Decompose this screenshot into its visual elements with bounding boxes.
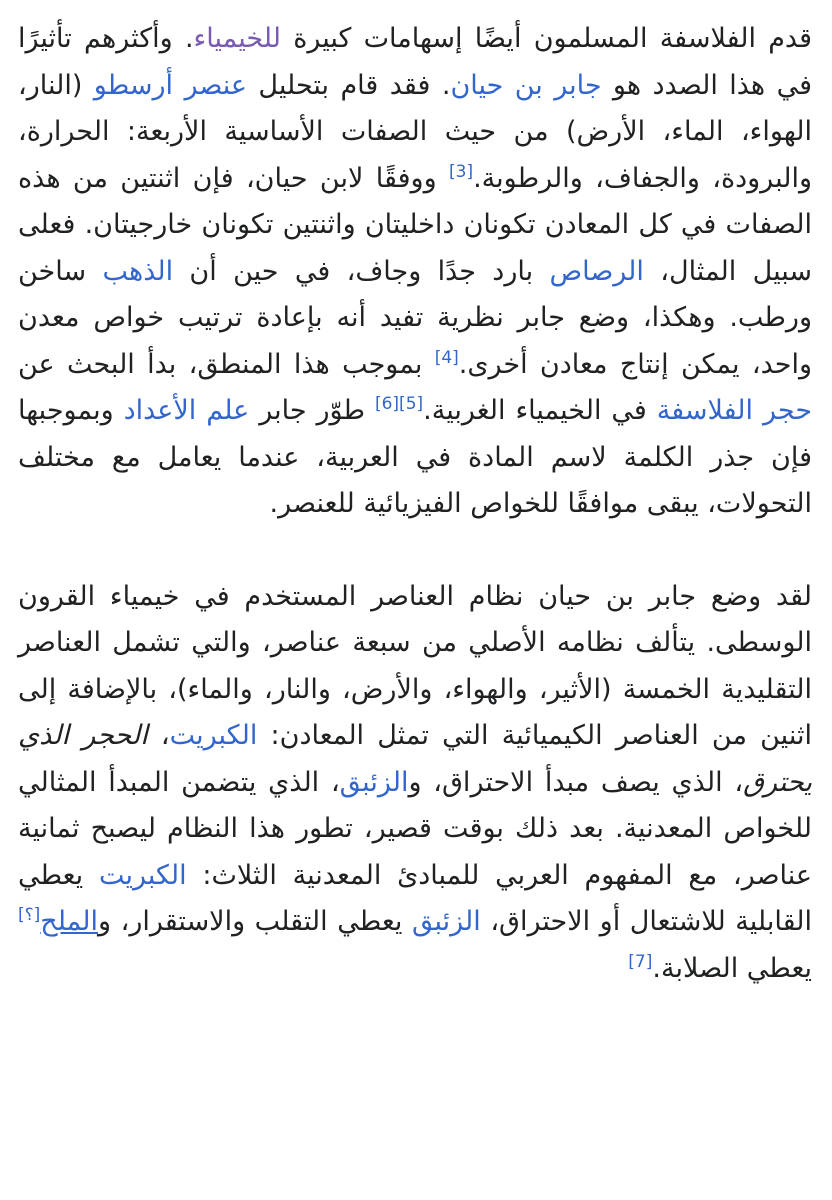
citation-needed-note[interactable]: [؟] [18,905,41,925]
link-sulfur[interactable]: الكبريت [169,720,258,751]
text-run: . فقد قام بتحليل [247,69,451,101]
link-jabir-ibn-hayyan[interactable]: جابر بن حيان [450,69,602,101]
text-run: يعطي التقلب والاستقرار، و [98,906,412,937]
text-run: طوّر جابر [249,395,375,426]
paragraph-1 [18,16,812,528]
text-run: قدم الفلاسفة المسلمون أيضًا إسهامات كبيرة [280,23,812,54]
link-alchemy[interactable]: للخيمياء [193,23,281,54]
reference-3[interactable]: [3] [448,161,474,182]
text-run: بموجب هذا المنطق، بدأ البحث عن [18,348,435,380]
reference-5[interactable]: [5] [399,394,424,414]
paragraph-2 [18,574,812,993]
link-mercury-2[interactable]: الزئبق [411,906,481,937]
reference-4[interactable]: [4] [434,347,459,368]
text-run: يعطي القابلية للاشتعال أو الاحتراق، [18,859,812,937]
text-run: . وأكثرهم تأثيرًا في هذا الصدد هو [18,23,812,101]
link-lead[interactable]: الرصاص [549,255,644,287]
link-sulfur-2[interactable]: الكبريت [98,859,187,891]
link-numerology[interactable]: علم الأعداد [123,395,250,426]
link-aristotle-element[interactable]: عنصر أرسطو [93,69,248,101]
text-run: (النار، الهواء، الماء، الأرض) من حيث الصفات الأساسية الأربعة: الحرارة، والبرودة، والجفاف، والرطوبة. [18,69,812,194]
text-run: ووفقًا لابن حيان، فإن اثنتين من هذه الصفات في كل المعادن تكونان داخليتان واثنتين تكونان خارجيتان. فعلى سبيل المثال، [18,162,812,287]
text-run: ساخن ورطب. وهكذا، وضع جابر نظرية تفيد أنه بإعادة ترتيب خواص معدن واحد، يمكن إنتاج معادن أخرى. [18,255,812,380]
text-run: يعطي الصلابة. [652,952,812,984]
link-gold[interactable]: الذهب [102,255,174,287]
text-run: بارد جدًا وجاف، في حين أن [173,255,550,287]
article-body [18,16,812,992]
text-run: في الخيمياء الغربية. [423,395,657,426]
link-mercury[interactable]: الزئبق [339,766,409,798]
link-salt[interactable]: الملح [40,906,99,937]
italic-burning-stone: الحجر الذي يحترق [18,720,812,798]
text-run: ، الذي يصف مبدأ الاحتراق، و [408,766,744,798]
link-philosophers-stone[interactable]: حجر الفلاسفة [656,395,813,426]
text-run: ، [147,720,170,751]
text-run: ، الذي يتضمن المبدأ المثالي للخواص المعدنية. بعد ذلك بوقت قصير، تطور هذا النظام ليصبح ثمانية عناصر، مع المفهوم العربي للمبادئ المعدنية الثلاث: [18,766,813,891]
text-run: وبموجبها فإن جذر الكلمة لاسم المادة في العربية، عندما يعامل مع مختلف التحولات، يبقى موافقًا للخواص الفيزيائية للعنصر. [18,395,812,519]
reference-7[interactable]: [7] [628,951,653,972]
reference-6[interactable]: [6] [374,394,400,414]
text-run: لقد وضع جابر بن حيان نظام العناصر المستخدم في خيمياء القرون الوسطى. يتألف نظامه الأصلي من سبعة عناصر، والتي تشمل العناصر التقليدية الخمسة (الأثير، والهواء، والأرض، والنار، والماء)، بالإضافة إلى اثنين من العناصر الكيميائية التي تمثل المعادن: [18,580,812,751]
